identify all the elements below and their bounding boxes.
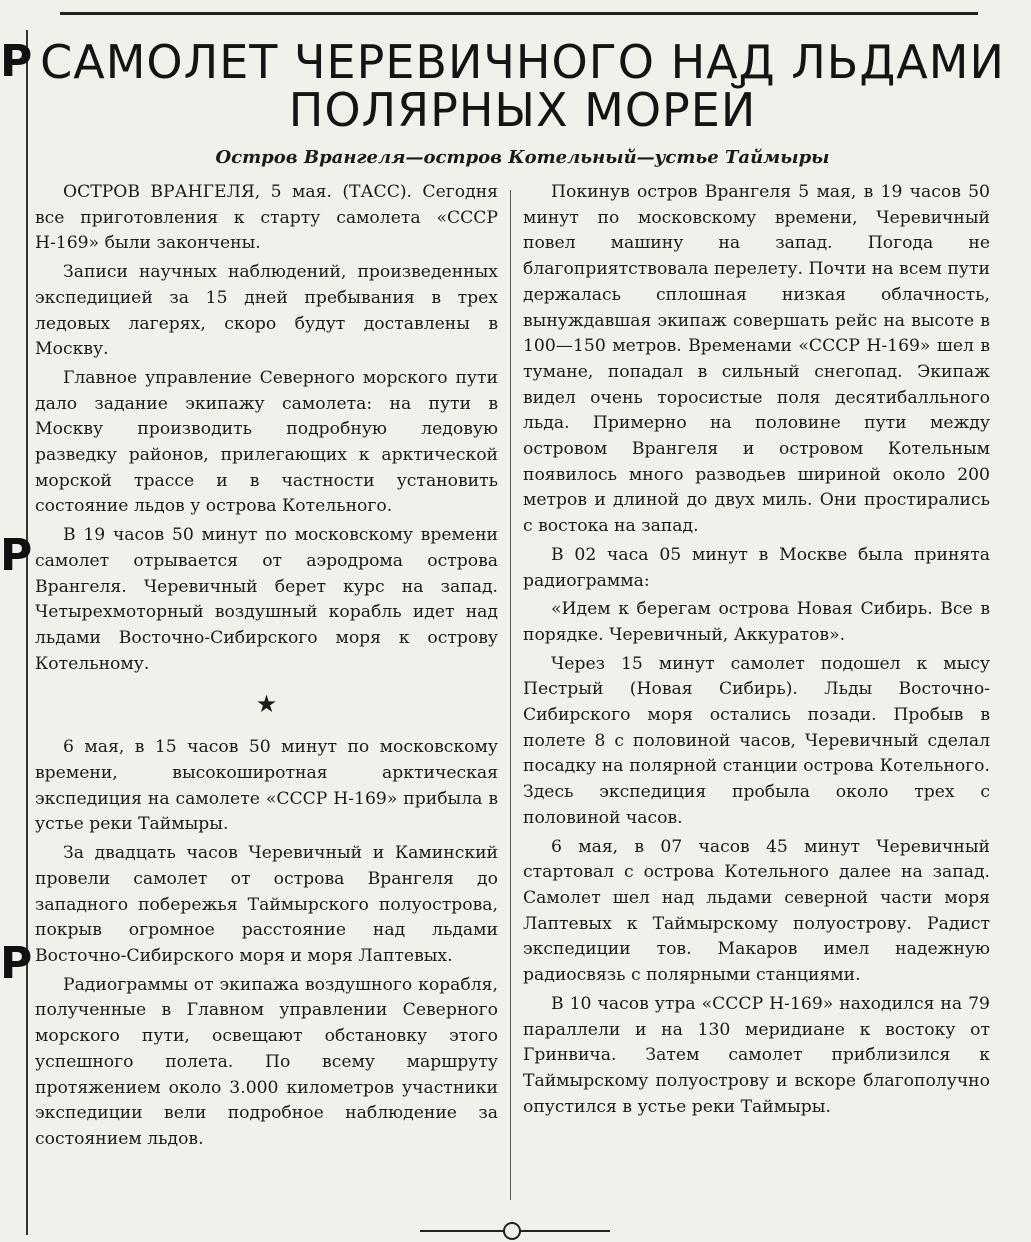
paragraph: 6 мая, в 15 часов 50 минут по московскому времени, высокоширотная арктическая экспедиция на самолете «СССР Н-169» прибыла в устье реки Таймыры. — [35, 737, 498, 835]
article-headline: САМОЛЕТ ЧЕРЕВИЧНОГО НАД ЛЬДАМИ ПОЛЯРНЫХ МОРЕЙ — [40, 35, 1005, 137]
ornament-ring-icon — [503, 1222, 521, 1240]
paragraph: Радиограммы от экипажа воздушного корабля, полученные в Главном управлении Северного морского пути, освещают обстановку этого успешного полета. По всему маршруту протяжением около 3.000 километров участники экспедиции вели подробное наблюдение за состоянием льдов. — [35, 974, 498, 1149]
paragraph: Главное управление Северного морского пути дало задание экипажу самолета: на пути в Москву производить подробную ледовую разведку районов, прилегающих к арктической морской трассе и в частности установить состояние льдов у острова Котельного. — [35, 367, 498, 517]
bottom-ornament — [420, 1222, 610, 1242]
margin-mark-fragment: Р — [0, 938, 33, 989]
article-subhead: Остров Врангеля—остров Котельный—устье Таймыры — [215, 147, 830, 168]
paragraph: Записи научных наблюдений, произведенных экспедицией за 15 дней пребывания в трех ледовых лагерях, скоро будут доставлены в Москву. — [35, 262, 498, 360]
paragraph: 6 мая, в 07 часов 45 минут Черевичный стартовал с острова Котельного далее на запад. Самолет шел над льдами северной части моря Лаптевых к Таймырскому полуострову. Радист экспедиции тов. Макаров имел надежную радиосвязь с полярными станциями. — [523, 836, 990, 986]
margin-mark-fragment: Р — [0, 36, 33, 87]
top-rule — [60, 12, 978, 15]
right-column — [523, 180, 990, 1120]
paragraph: Покинув остров Врангеля 5 мая, в 19 часов 50 минут по московскому времени, Черевичный повел машину на запад. Погода не благоприятствовала перелету. Почти на всем пути держалась сплошная низкая облачность, вынуждавшая экипаж совершать рейс на высоте в 100—150 метров. Временами «СССР Н-169» шел в тумане, попадал в сильный снегопад. Экипаж видел очень торосистые поля десятибалльного льда. Примерно на половине пути между островом Врангеля и островом Котельным появилось много разводьев шириной около 200 метров и длиной до двух миль. Они простирались с востока на запад. — [523, 182, 990, 537]
paragraph: «Идем к берегам острова Новая Сибирь. Все в порядке. Черевичный, Аккуратов». — [523, 599, 990, 645]
column-divider — [510, 190, 511, 1200]
paragraph: В 10 часов утра «СССР Н-169» находился на 79 параллели и на 130 меридиане к востоку от Гринвича. Затем самолет приблизился к Таймырскому полуострову и вскоре благополучно опустился в устье реки Таймыры. — [523, 993, 990, 1117]
paragraph: Через 15 минут самолет подошел к мысу Пестрый (Новая Сибирь). Льды Восточно-Сибирского моря остались позади. Пробыв в полете 8 с половиной часов, Черевичный сделал посадку на полярной станции острова Котельного. Здесь экспедиция пробыла около трех с половиной часов. — [523, 653, 990, 828]
margin-mark-fragment: Р — [0, 530, 33, 581]
left-margin-rule — [26, 30, 28, 1235]
paragraph: В 02 часа 05 минут в Москве была принята радиограмма: — [523, 544, 990, 591]
star-separator-icon: ★ — [255, 690, 278, 719]
left-column — [35, 180, 498, 1153]
paragraph: ОСТРОВ ВРАНГЕЛЯ, 5 мая. (ТАСС). Сегодня все приготовления к старту самолета «СССР Н-169» были закончены. — [35, 182, 498, 254]
paragraph: В 19 часов 50 минут по московскому времени самолет отрывается от аэродрома острова Врангеля. Черевичный берет курс на запад. Четырехмоторный воздушный корабль идет над льдами Восточно-Сибирского моря к острову Котельному. — [35, 525, 498, 674]
paragraph: За двадцать часов Черевичный и Каминский провели самолет от острова Врангеля до западного побережья Таймырского полуострова, покрыв огромное расстояние над льдами Восточно-Сибирского моря и моря Лаптевых. — [35, 843, 498, 966]
